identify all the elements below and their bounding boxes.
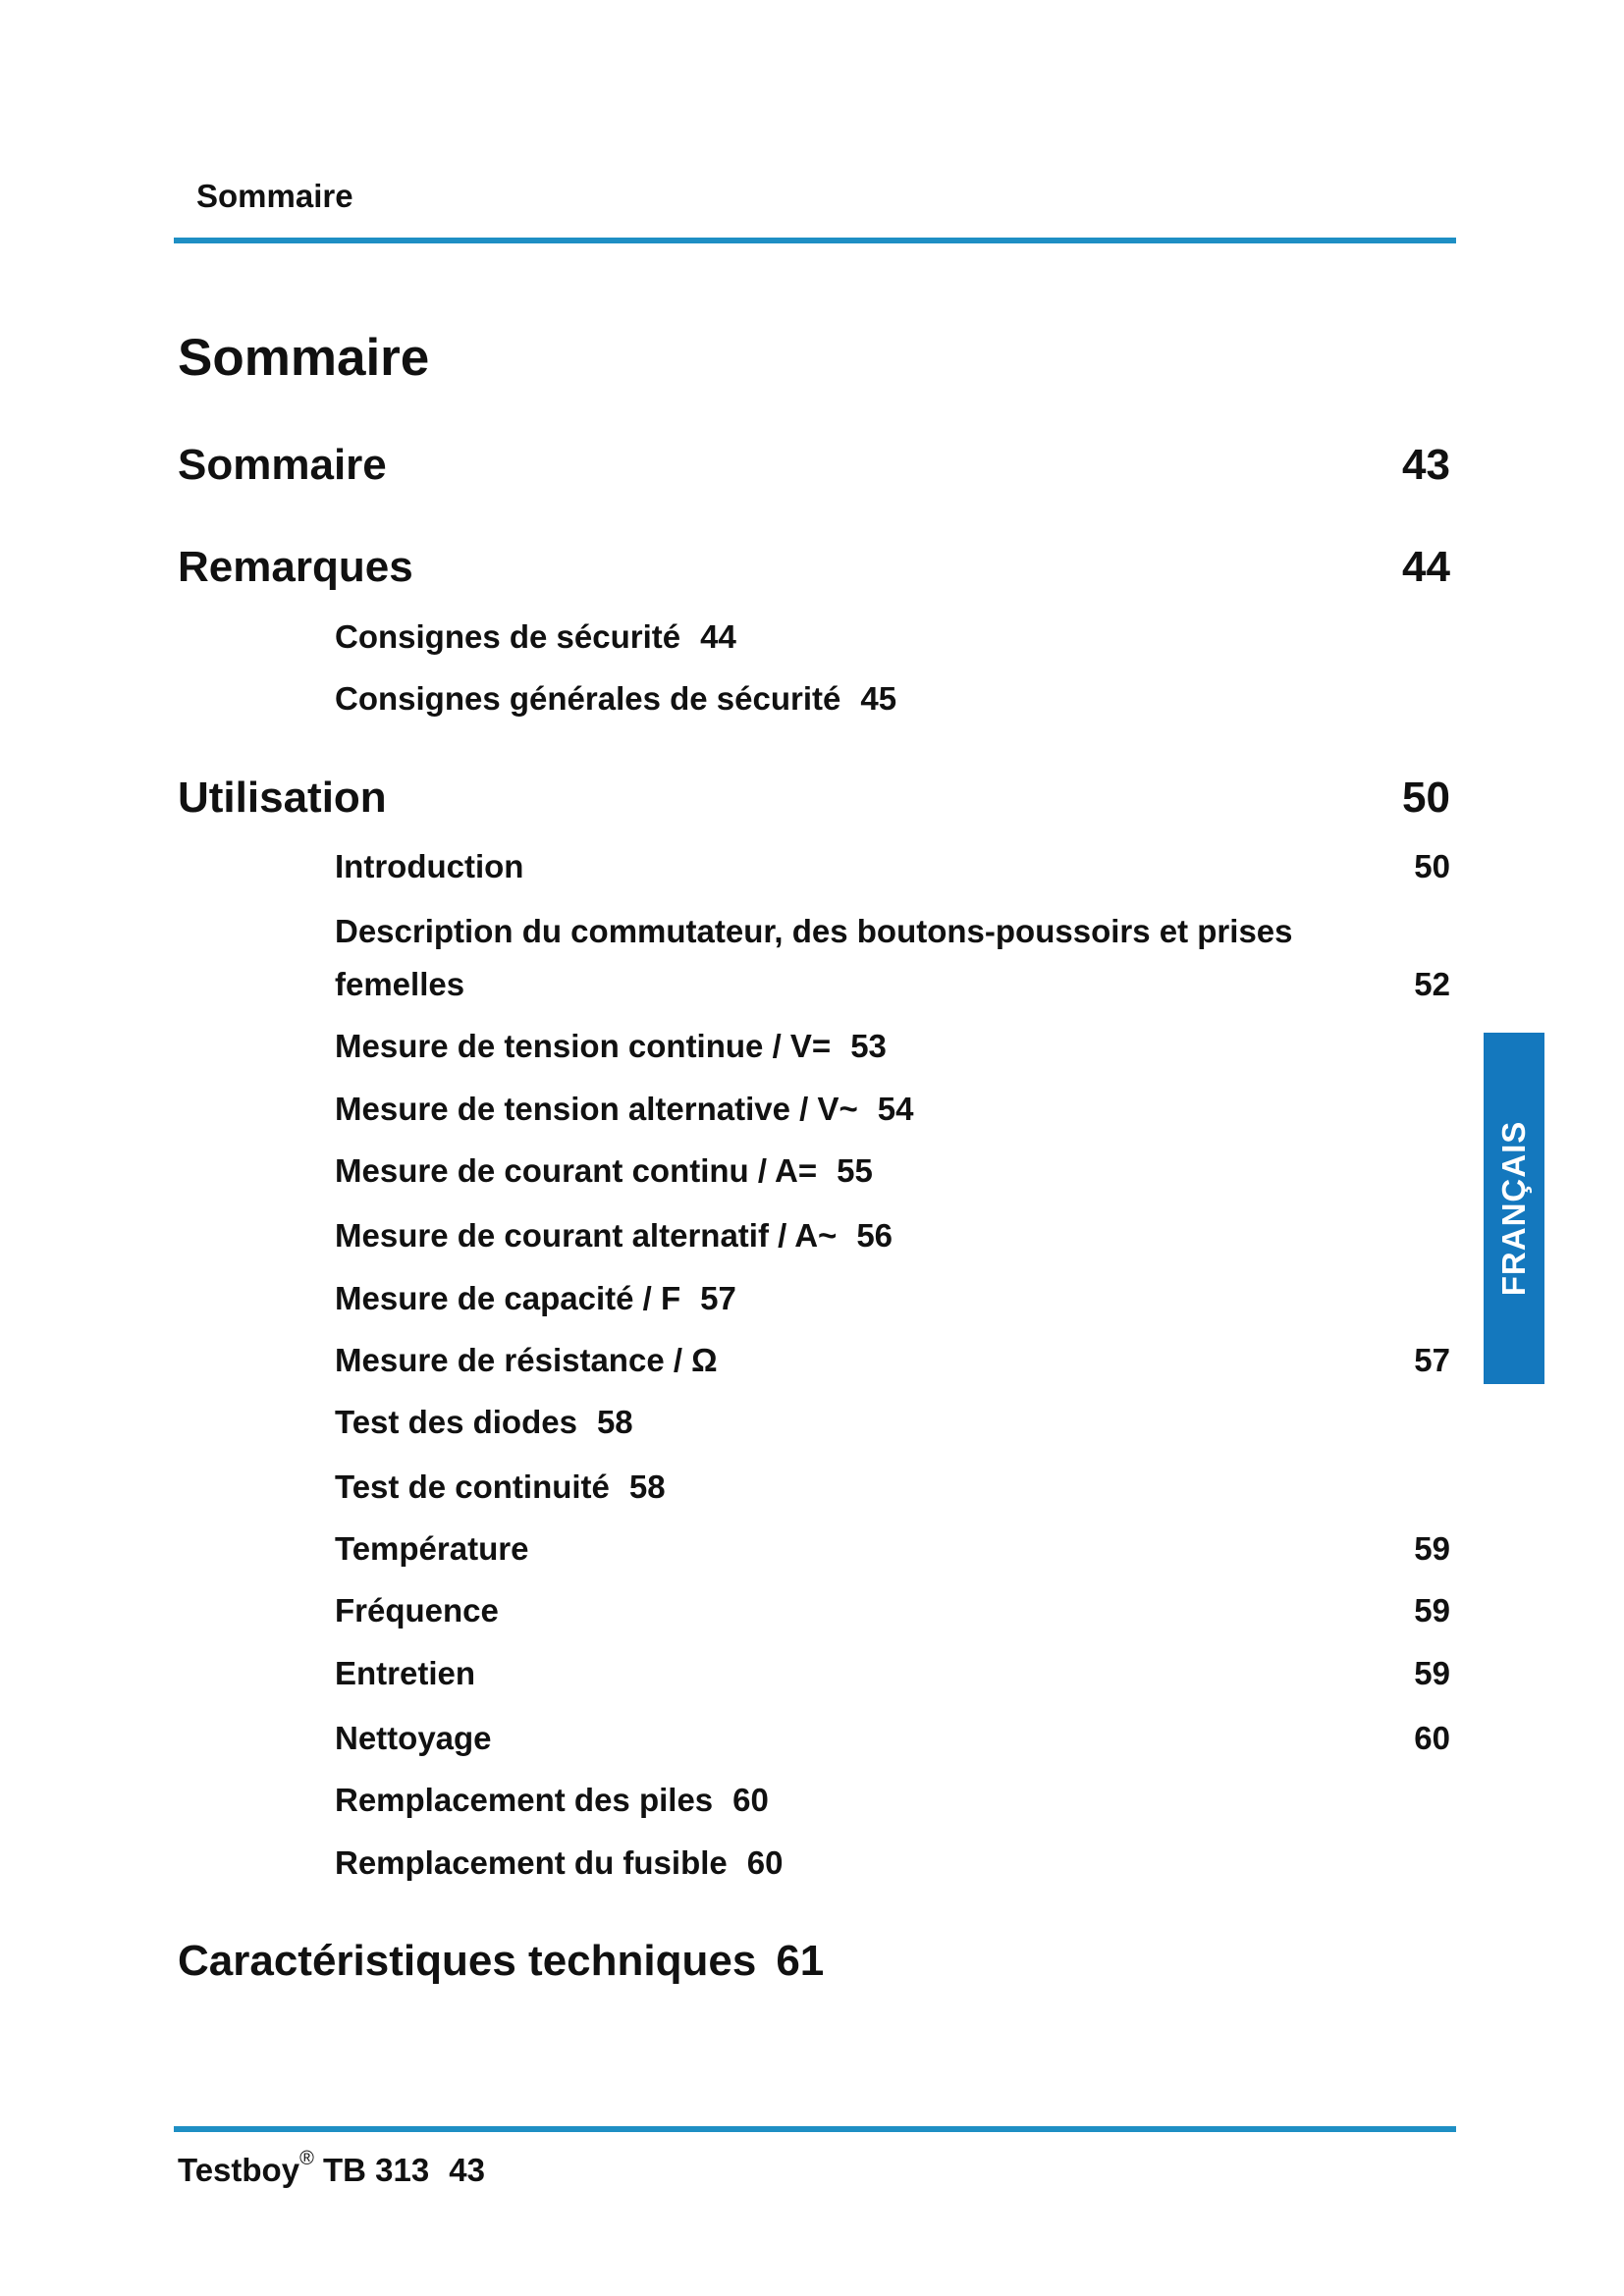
- toc-entry[interactable]: [335, 1280, 736, 1317]
- toc-entry[interactable]: [335, 1152, 873, 1190]
- toc-entry[interactable]: Fréquence: [335, 1592, 499, 1629]
- toc-heading-remarques[interactable]: Remarques: [178, 543, 413, 591]
- toc-heading-sommaire-page: 43: [1402, 441, 1450, 489]
- toc-heading-utilisation[interactable]: Utilisation: [178, 774, 387, 822]
- toc-entry[interactable]: [335, 1782, 769, 1819]
- toc-heading-page: 61: [776, 1937, 825, 1985]
- toc-heading-title: Caractéristiques techniques: [178, 1937, 757, 1985]
- footer: [178, 2148, 485, 2189]
- toc-entry[interactable]: Température: [335, 1530, 529, 1567]
- footer-page-number: 43: [449, 2152, 485, 2188]
- toc-entry[interactable]: Description du commutateur, des boutons-poussoirs et prises: [335, 913, 1293, 949]
- toc-entry-title: Mesure de tension alternative / V~: [335, 1091, 858, 1127]
- toc-entry-title: Test des diodes: [335, 1404, 577, 1440]
- toc-entry[interactable]: [335, 1844, 783, 1882]
- toc-entry-page: 60: [1414, 1720, 1450, 1756]
- toc-entry[interactable]: [335, 1091, 914, 1128]
- toc-entry[interactable]: Entretien: [335, 1655, 476, 1691]
- language-side-tab: [1484, 1033, 1544, 1384]
- toc-entry[interactable]: Mesure de résistance / Ω: [335, 1342, 718, 1378]
- toc-entry-title: Remplacement du fusible: [335, 1844, 728, 1881]
- toc-entry-title: Consignes générales de sécurité: [335, 680, 841, 717]
- toc-entry-title: Test de continuité: [335, 1468, 610, 1505]
- toc-entry[interactable]: [335, 1468, 666, 1506]
- toc-entry-page: 60: [732, 1782, 769, 1818]
- toc-entry-title: Mesure de capacité / F: [335, 1280, 681, 1316]
- toc-entry-title: Mesure de courant continu / A=: [335, 1152, 818, 1189]
- toc-heading-remarques-page: 44: [1402, 543, 1450, 591]
- toc-entry-page: 55: [837, 1152, 873, 1189]
- toc-entry[interactable]: [335, 1217, 893, 1255]
- toc-heading-utilisation-page: 50: [1402, 774, 1450, 822]
- toc-entry-page: 59: [1414, 1530, 1450, 1567]
- registered-mark: ®: [299, 2148, 314, 2169]
- toc-entry[interactable]: Introduction: [335, 848, 524, 884]
- running-header: Sommaire: [196, 178, 353, 214]
- toc-entry[interactable]: Nettoyage: [335, 1720, 492, 1756]
- toc-entry[interactable]: [335, 680, 896, 718]
- toc-entry[interactable]: [335, 1028, 887, 1065]
- toc-entry-title: Mesure de tension continue / V=: [335, 1028, 832, 1064]
- page-title: Sommaire: [178, 329, 430, 387]
- footer-brand: Testboy: [178, 2152, 300, 2188]
- language-side-tab-label: FRANÇAIS: [1495, 1120, 1532, 1297]
- toc-entry-page: 45: [860, 680, 897, 717]
- toc-entry-page: 53: [850, 1028, 887, 1064]
- toc-entry-page: 44: [700, 618, 736, 655]
- toc-entry-page: 60: [746, 1844, 784, 1881]
- toc-entry-page: 58: [628, 1468, 666, 1505]
- toc-heading-caracteristiques[interactable]: [178, 1937, 824, 1986]
- toc-entry-page: 50: [1414, 848, 1450, 884]
- toc-entry-page: 58: [596, 1404, 633, 1440]
- toc-entry[interactable]: [335, 618, 736, 656]
- header-rule: [174, 238, 1456, 243]
- toc-entry[interactable]: [335, 1404, 633, 1441]
- toc-entry-page: 59: [1414, 1655, 1450, 1691]
- toc-entry-page: 57: [700, 1280, 736, 1316]
- toc-entry-page: 56: [856, 1217, 893, 1254]
- toc-entry-page: 57: [1414, 1342, 1450, 1378]
- toc-entry-page: 52: [1414, 966, 1450, 1002]
- toc-entry-title: Mesure de courant alternatif / A~: [335, 1217, 838, 1254]
- toc-heading-sommaire[interactable]: Sommaire: [178, 441, 387, 489]
- toc-entry-title: Remplacement des piles: [335, 1782, 714, 1818]
- toc-entry-title: Consignes de sécurité: [335, 618, 681, 655]
- toc-entry-continuation[interactable]: femelles: [335, 966, 465, 1002]
- toc-entry-page: 59: [1414, 1592, 1450, 1629]
- toc-entry-page: 54: [877, 1091, 914, 1127]
- footer-rule: [174, 2126, 1456, 2132]
- footer-model: TB 313: [323, 2152, 430, 2188]
